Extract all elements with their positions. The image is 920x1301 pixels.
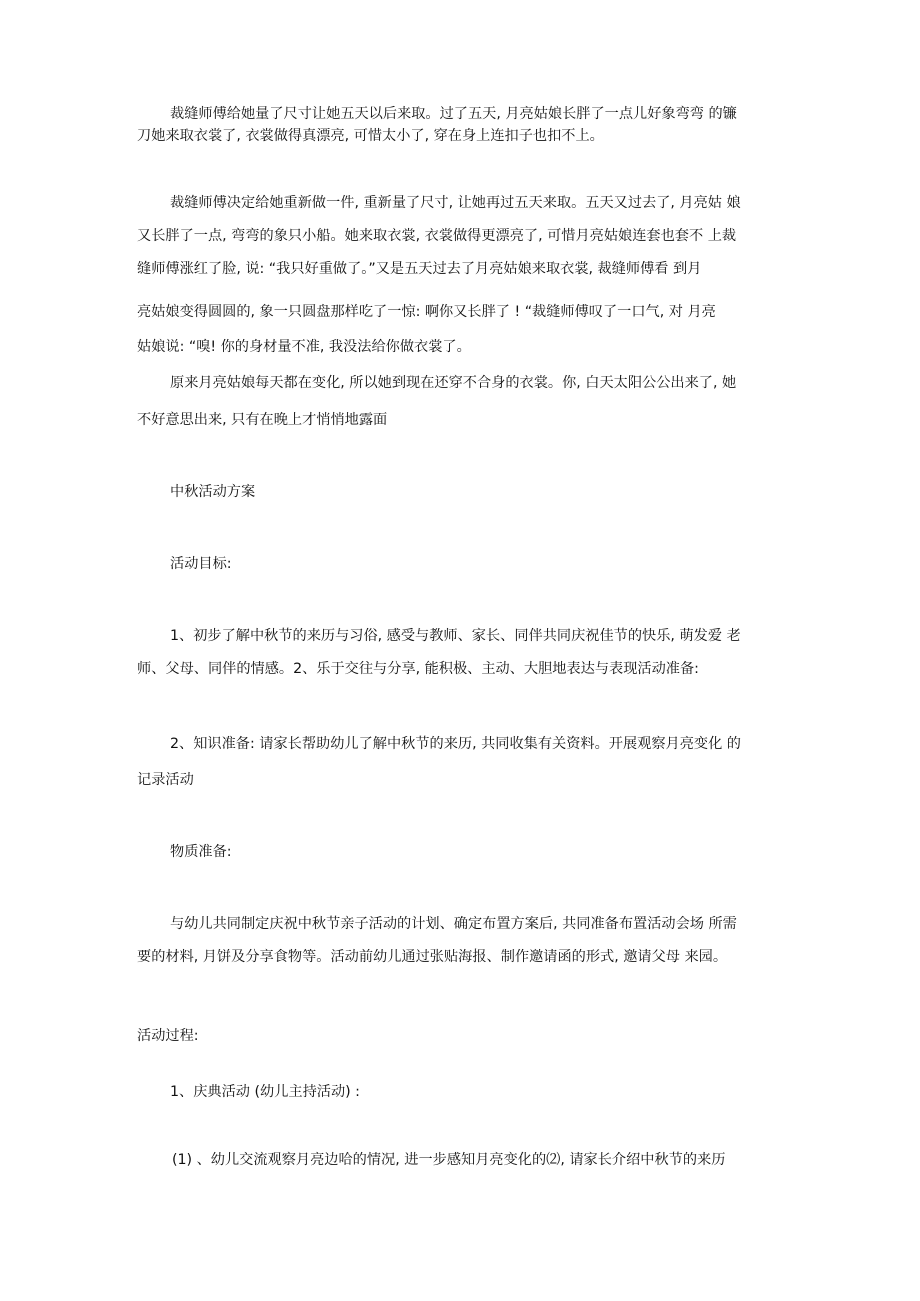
story-p3-line1: 原来月亮姑娘每天都在变化, 所以她到现在还穿不合身的衣裳。你, 白天太阳公公出来了, 她 — [170, 375, 737, 391]
story-p1-line1: 裁缝师傅给她量了尺寸让她五天以后来取。过了五天, 月亮姑娘长胖了一点儿好象弯弯 的镰 — [170, 106, 737, 122]
step1-1: (1) 、幼儿交流观察月亮边哈的情况, 进一步感知月亮变化的⑵, 请家长介绍中秋节的来历 — [172, 1152, 726, 1168]
story-p2-line4: 亮姑娘变得圆圆的, 象一只圆盘那样吃了一惊: 啊你又长胖了 ! “裁缝师傅叹了一口气, 对 月亮 — [137, 304, 716, 320]
goal2-line2: 记录活动 — [137, 772, 194, 788]
story-p2-line3: 缝师傅涨红了脸, 说: “我只好重做了。”又是五天过去了月亮姑娘来取衣裳, 裁缝师傅看 到月 — [137, 261, 702, 277]
process-heading: 活动过程: — [137, 1028, 199, 1044]
story-p1-line2: 刀她来取衣裳了, 衣裳做得真漂亮, 可惜太小了, 穿在身上连扣子也扣不上。 — [137, 128, 604, 144]
story-p2-line1: 裁缝师傅决定给她重新做一件, 重新量了尺寸, 让她再过五天来取。五天又过去了, 月亮姑 娘 — [170, 195, 741, 211]
goal2-line1: 2、知识准备: 请家长帮助幼儿了解中秋节的来历, 共同收集有关资料。开展观察月亮变化 的 — [170, 736, 741, 752]
materials-line2: 要的材料, 月饼及分享食物等。活动前幼儿通过张贴海报、制作邀请函的形式, 邀请父母 来园。 — [137, 949, 728, 965]
story-p3-line2: 不好意思出来, 只有在晚上才悄悄地露面 — [137, 412, 388, 428]
materials-heading: 物质准备: — [170, 844, 232, 860]
story-p2-line2: 又长胖了一点, 弯弯的象只小船。她来取衣裳, 衣裳做得更漂亮了, 可惜月亮姑娘连套也套不 上裁 — [137, 228, 737, 244]
goal1-line1: 1、初步了解中秋节的来历与习俗, 感受与教师、家长、同伴共同庆祝佳节的快乐, 萌发爱 老 — [170, 628, 741, 644]
materials-line1: 与幼儿共同制定庆祝中秋节亲子活动的计划、确定布置方案后, 共同准备布置活动会场 所需 — [170, 916, 737, 932]
plan-title: 中秋活动方案 — [170, 484, 256, 500]
goals-heading: 活动目标: — [170, 556, 232, 572]
story-p2-line5: 姑娘说: “嗅! 你的身材量不准, 我没法给你做衣裳了。 — [137, 339, 471, 355]
step1: 1、庆典活动 (幼儿主持活动) : — [170, 1084, 360, 1100]
goal1-line2: 师、父母、同伴的情感。2、乐于交往与分享, 能积极、主动、大胆地表达与表现活动准备: — [137, 661, 699, 677]
